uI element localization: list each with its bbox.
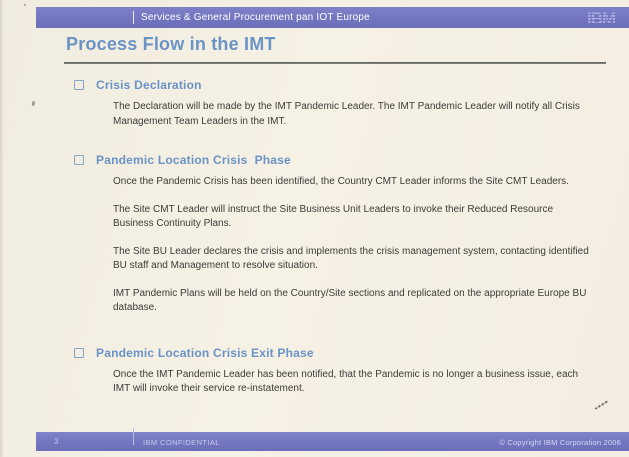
square-bullet-icon [74,348,84,358]
section-paragraph: IMT Pandemic Plans will be held on the Country/Site sections and replicated on the appropriate Europe BU database. [113,287,587,313]
ibm-logo-icon [586,9,628,32]
dust-speck-artifact [24,4,26,6]
section-heading: Pandemic Location Crisis Exit Phase [96,345,314,360]
section-1 [74,78,594,129]
section-3 [74,346,594,397]
section-paragraph: The Declaration will be made by the IMT Pandemic Leader. The IMT Pandemic Leader will notify all Crisis Management Team Leaders in the IMT. [113,101,580,127]
section-2 [74,153,594,316]
section-heading: Crisis Declaration [96,78,202,92]
section-paragraph: Once the Pandemic Crisis has been identified, the Country CMT Leader informs the Site CMT Leaders. [113,176,569,187]
square-bullet-icon [74,155,84,165]
ink-speck-artifact [32,101,36,107]
confidential-label: IBM CONFIDENTIAL [143,438,220,447]
banner-text: Services & General Procurement pan IOT Europe [141,12,370,23]
page-number: 3 [54,437,59,446]
pen-mark-artifact [595,400,609,410]
section-paragraph: The Site CMT Leader will instruct the Site Business Unit Leaders to invoke their Reduced Resource Business Continuity Plans. [113,203,554,229]
svg-text:IBM: IBM [587,9,616,27]
footer-bar [36,432,629,451]
section-heading: Pandemic Location Crisis Phase [96,153,291,167]
sections-container [74,78,594,421]
scan-edge-shadow [0,0,4,457]
title-underline [64,62,606,64]
banner-divider [133,11,134,24]
section-paragraph: The Site BU Leader declares the crisis and implements the crisis management system, contacting identified BU staff and Management to resolve situation. [113,245,589,271]
copyright-label: © Copyright IBM Corporation 2006 [499,438,621,447]
section-body [113,100,594,129]
section-body [113,175,594,316]
square-bullet-icon [74,80,84,90]
footer-divider [133,428,134,445]
section-paragraph: Once the IMT Pandemic Leader has been notified, that the Pandemic is no longer a business issue, each IMT will invoke their service re-instatement. [113,368,579,394]
section-body [113,368,594,397]
header-banner [36,7,629,28]
page-title: Process Flow in the IMT [66,34,276,54]
